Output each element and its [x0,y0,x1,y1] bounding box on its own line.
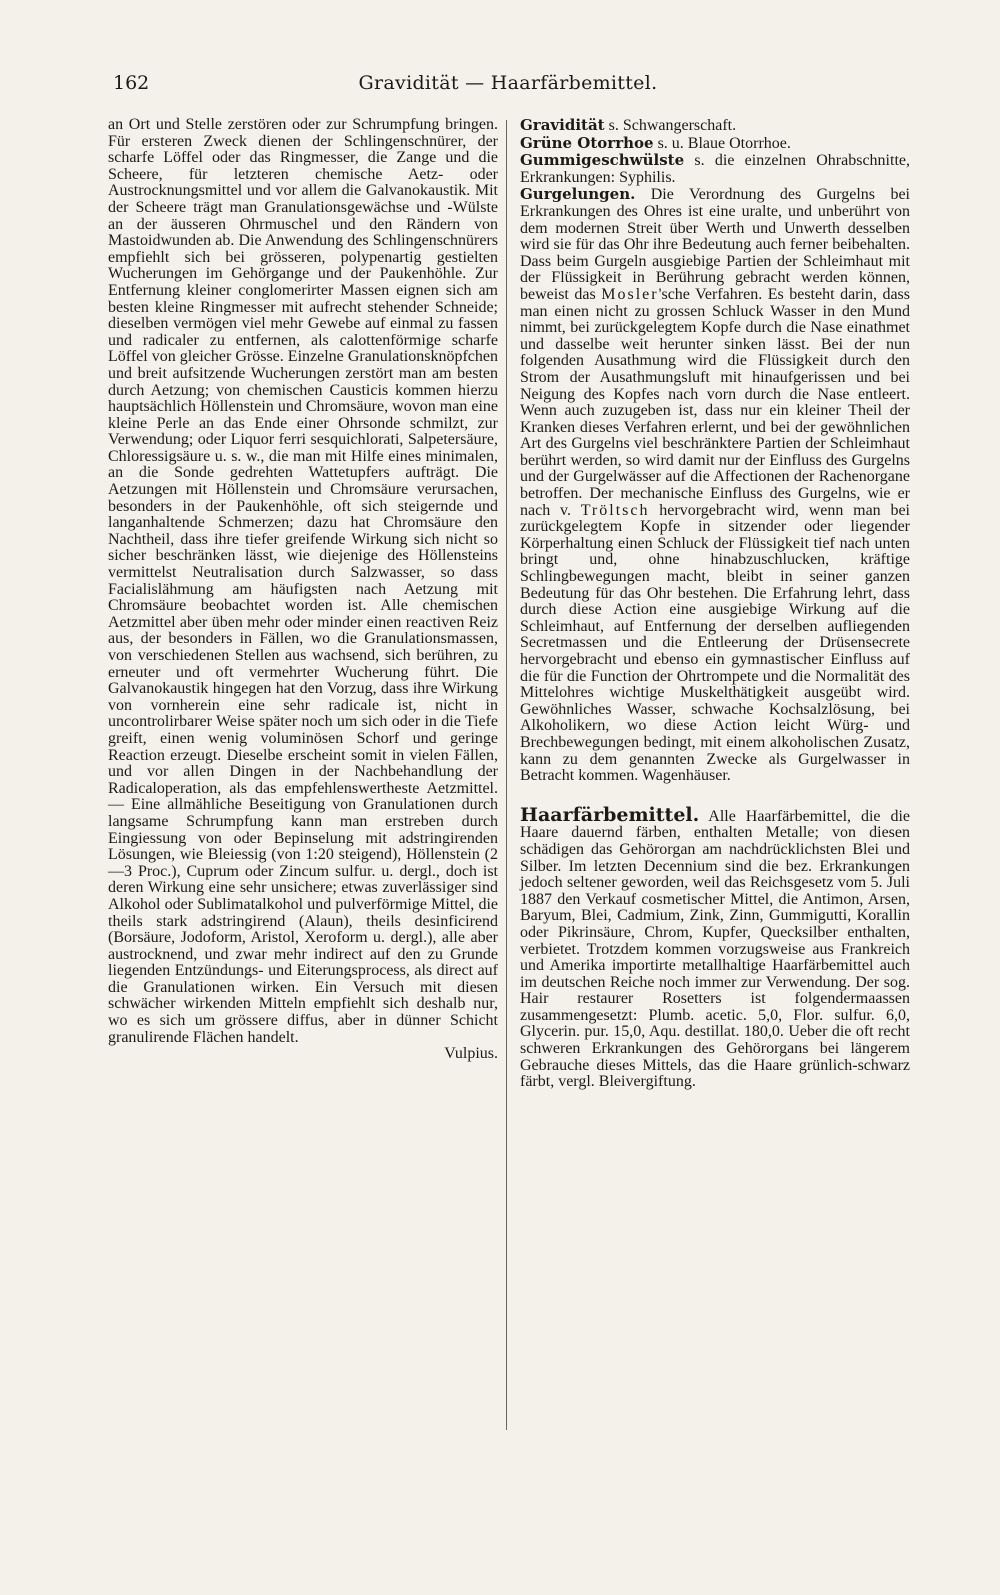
entry-head: Gummigeschwülste [520,151,685,170]
entry-head: Haarfärbemittel. [520,803,700,826]
author-name: Tröltsch [580,501,650,519]
entry-gurgelungen [520,186,910,784]
entry-gravididaet [520,117,910,135]
author-signature: Vulpius. [444,1045,498,1063]
page-header [108,72,908,102]
author-name: Mosler [601,285,659,303]
entry-text: s. die einzelnen Ohrabschnitte, Erkrankungen: Syphilis. [520,152,910,186]
left-column-text: an Ort und Stelle zerstören oder zur Schrumpfung bringen. Für ersteren Zweck dienen der Schlingenschnürer, der scharfe Löffel oder das Ringmesser, die Zange und die Scheere, für letzteren chemische Aetz- oder Austrocknungsmittel und vor allem die Galvanokaustik. Mit der Scheere trägt man Granulationsgewächse und -Wülste an der äusseren Ohrmuschel und den Rändern von Mastoidwunden ab. Die Anwendung des Schlingenschnürers empfiehlt sich bei grösseren, polypenartig gestielten Wucherungen im Gehörgange und der Paukenhöhle. Zur Entfernung kleiner conglomerirter Massen eignen sich am besten kleine Ringmesser mit aufrecht stehender Schneide; dieselben vermögen viel mehr Gewebe auf einmal zu fassen und radicaler zu entfernen, als calottenförmige scharfe Löffel von gleicher Grösse. Einzelne Granulationsknöpfchen und breit aufsitzende Wucherungen zerstört man am besten durch Aetzung; von chemischen Causticis kommen hierzu hauptsächlich Höllenstein und Chromsäure, wovon man eine kleine Perle an das Ende einer Ohrsonde schmilzt, zur Verwendung; oder Liquor ferri sesquichlorati, Salpetersäure, Chloressigsäure u. s. w., die man mit Hilfe eines minimalen, an die Sonde gedrehten Wattetupfers aufträgt. Die Aetzungen mit Höllenstein und Chromsäure verursachen, besonders in der Paukenhöhle, oft sich steigernde und langanhaltende Schmerzen; dazu hat Chromsäure den Nachtheil, dass ihre tiefer greifende Wirkung sich nicht so sicher beschränken lässt, wie diejenige des Höllensteins vermittelst Neutralisation durch Salzwasser, so dass Facialislähmung am häufigsten nach Aetzung mit Chromsäure beobachtet worden ist. Alle chemischen Aetzmittel aber üben mehr oder minder einen reactiven Reiz aus, der besonders in Fällen, wo die Granulationsmassen, von verschiedenen Stellen aus wachsend, sich berühren, zu erneuter und oft vermehrter Wucherung führt. Die Galvanokaustik hingegen hat den Vorzug, dass ihre Wirkung von vornherein eine sehr radicale ist, nicht in uncontrolirbarer Weise später noch um sich oder in die Tiefe greift, einen wenig voluminösen Schorf und geringe Reaction erzeugt. Dieselbe erscheint somit in vielen Fällen, und vor allen Dingen in der Nachbehandlung der Radicaloperation, als das empfehlenswertheste Aetzmittel. — Eine allmähliche Beseitigung von Granulationen durch langsame Schrumpfung kann man erstreben durch Eingiessung von oder Bepinselung mit adstringirenden Lösungen, wie Bleiessig (von 1:20 steigend), Höllenstein (2—3 Proc.), Cuprum oder Zincum sulfur. u. dergl., doch ist deren Wirkung eine sehr unsichere; etwas zuverlässiger sind Alkohol oder Sublimatalkohol und pulverförmige Mittel, die theils stark adstringirend (Alaun), theils desinficirend (Borsäure, Jodoform, Aristol, Xeroform u. dergl.), alle aber austrocknend, und zwar mehr indirect auf den zu Grunde liegenden Entzündungs- und Eiterungsprocess, als direct auf die Granulationen wirken. Ein Versuch mit diesen schwächer wirkenden Mitteln empfiehlt sich deshalb nur, wo es sich um grössere diffus, aber in dünner Schicht granulirende Flächen handelt. [108,116,498,1046]
entry-text: Die Verordnung des Gurgelns bei Erkrankungen des Ohres ist eine uralte, und unberührt von dem modernen Streit über Werth und Unwerth desselben wird sie für das Ohr ihre Bedeutung auch ferner beibehalten. Dass beim Gurgeln ausgiebige Partien der Schleimhaut mit der Flüssigkeit in Berührung gebracht werden können, beweist das [520,186,910,303]
entry-text: s. u. Blaue Otorrhoe. [653,134,791,152]
entry-haarfaerbemittel [520,803,910,1091]
entry-head: Gravidität [520,116,605,134]
entry-head: Grüne Otorrhoe [520,133,654,152]
page-number: 162 [113,72,150,94]
entry-head: Gurgelungen. [520,185,636,204]
entry-gruene-otorrhoe [520,135,910,153]
author-signature: Wagenhäuser. [641,767,731,785]
entry-text: Alle Haarfärbemittel, die die Haare dauernd färben, enthalten Metalle; von diesen schädigen das Gehörorgan am nachdrücklichsten Blei und Silber. Im letzten Decennium sind die bez. Erkrankungen jedoch seltener geworden, weil das Reichsgesetz vom 5. Juli 1887 den Verkauf cosmetischer Mittel, die Antimon, Arsen, Baryum, Blei, Cadmium, Zink, Zinn, Gummigutti, Korallin oder Pikrinsäure, Chrom, Kupfer, Quecksilber enthalten, verbietet. Trotzdem kommen vorzugsweise aus Frankreich und Amerika importirte metallhaltige Haarfärbemittel auch im deutschen Reiche noch immer zur Verwendung. Der sog. Hair restaurer Rosetters ist folgendermaassen zusammengesetzt: Plumb. acetic. 5,0, Flor. sulfur. 6,0, Glycerin. pur. 15,0, Aqu. destillat. 180,0. Ueber die oft recht schweren Erkrankungen des Gehörorgans bei längerem Gebrauche dieses Mittels, das die Haare grünlich-schwarz färbt, vergl. Bleivergiftung. [520,807,910,1091]
right-column [520,117,910,1091]
running-head: Gravidität — Haarfärbemittel. [358,72,658,94]
entry-text: hervorgebracht wird, wenn man bei zurückgelegtem Kopfe in sitzender oder liegender Körperhaltung einen Schluck der Flüssigkeit tief nach unten bringt und, ohne hinabzuschlucken, kräftige Schlingbewegungen macht, bleibt in seiner ganzen Bedeutung für das Ohr bestehen. Die Erfahrung lehrt, dass durch diese Action eine ausgiebige Wirkung auf die Schleimhaut, auf Entfernung der derselben aufliegenden Secretmassen und die Entleerung der Drüsensecrete hervorgebracht und ebenso ein gymnastischer Einfluss auf die für die Function der Ohrtrompete und die Normalität des Mittelohres wichtige Muskelthätigkeit ausgeübt wird. Gewöhnliches Wasser, schwache Kochsalzlösung, bei Alkoholikern, wo diese Action leicht Würg- und Brechbewegungen bedingt, mit einem alkoholischen Zusatz, kann zu dem genannten Zwecke als Gurgelwasser in Betracht kommen. [520,501,910,785]
left-column [108,117,498,1063]
signature-line [108,1046,498,1063]
entry-text: s. Schwangerschaft. [604,117,737,134]
column-divider [506,120,507,1430]
entry-gummigeschwuelste [520,152,910,186]
entry-text: 'sche Verfahren. Es besteht darin, dass man einen nicht zu grossen Schluck Wasser in den Mund nimmt, bei zurückgelegtem Kopfe durch die Nase einathmet und dasselbe weit herunter sinken lässt. Bei der nun folgenden Ausathmung wird die Flüssigkeit durch den Strom der Ausathmungsluft mit hinaufgerissen und bei Neigung des Kopfes nach vorn durch die Nase entleert. Wenn auch zuzugeben ist, dass nur ein kleiner Theil der Kranken dieses Verfahren erlernt, und bei der gewöhnlichen Art des Gurgelns viel beschränktere Partien der Schleimhaut berührt werden, so wird damit nur der Einfluss des Gurgelns und der Gurgelwässer auf die Affectionen der Rachenorgane betroffen. Der mechanische Einfluss des Gurgelns, wie er nach v. [520,285,911,519]
